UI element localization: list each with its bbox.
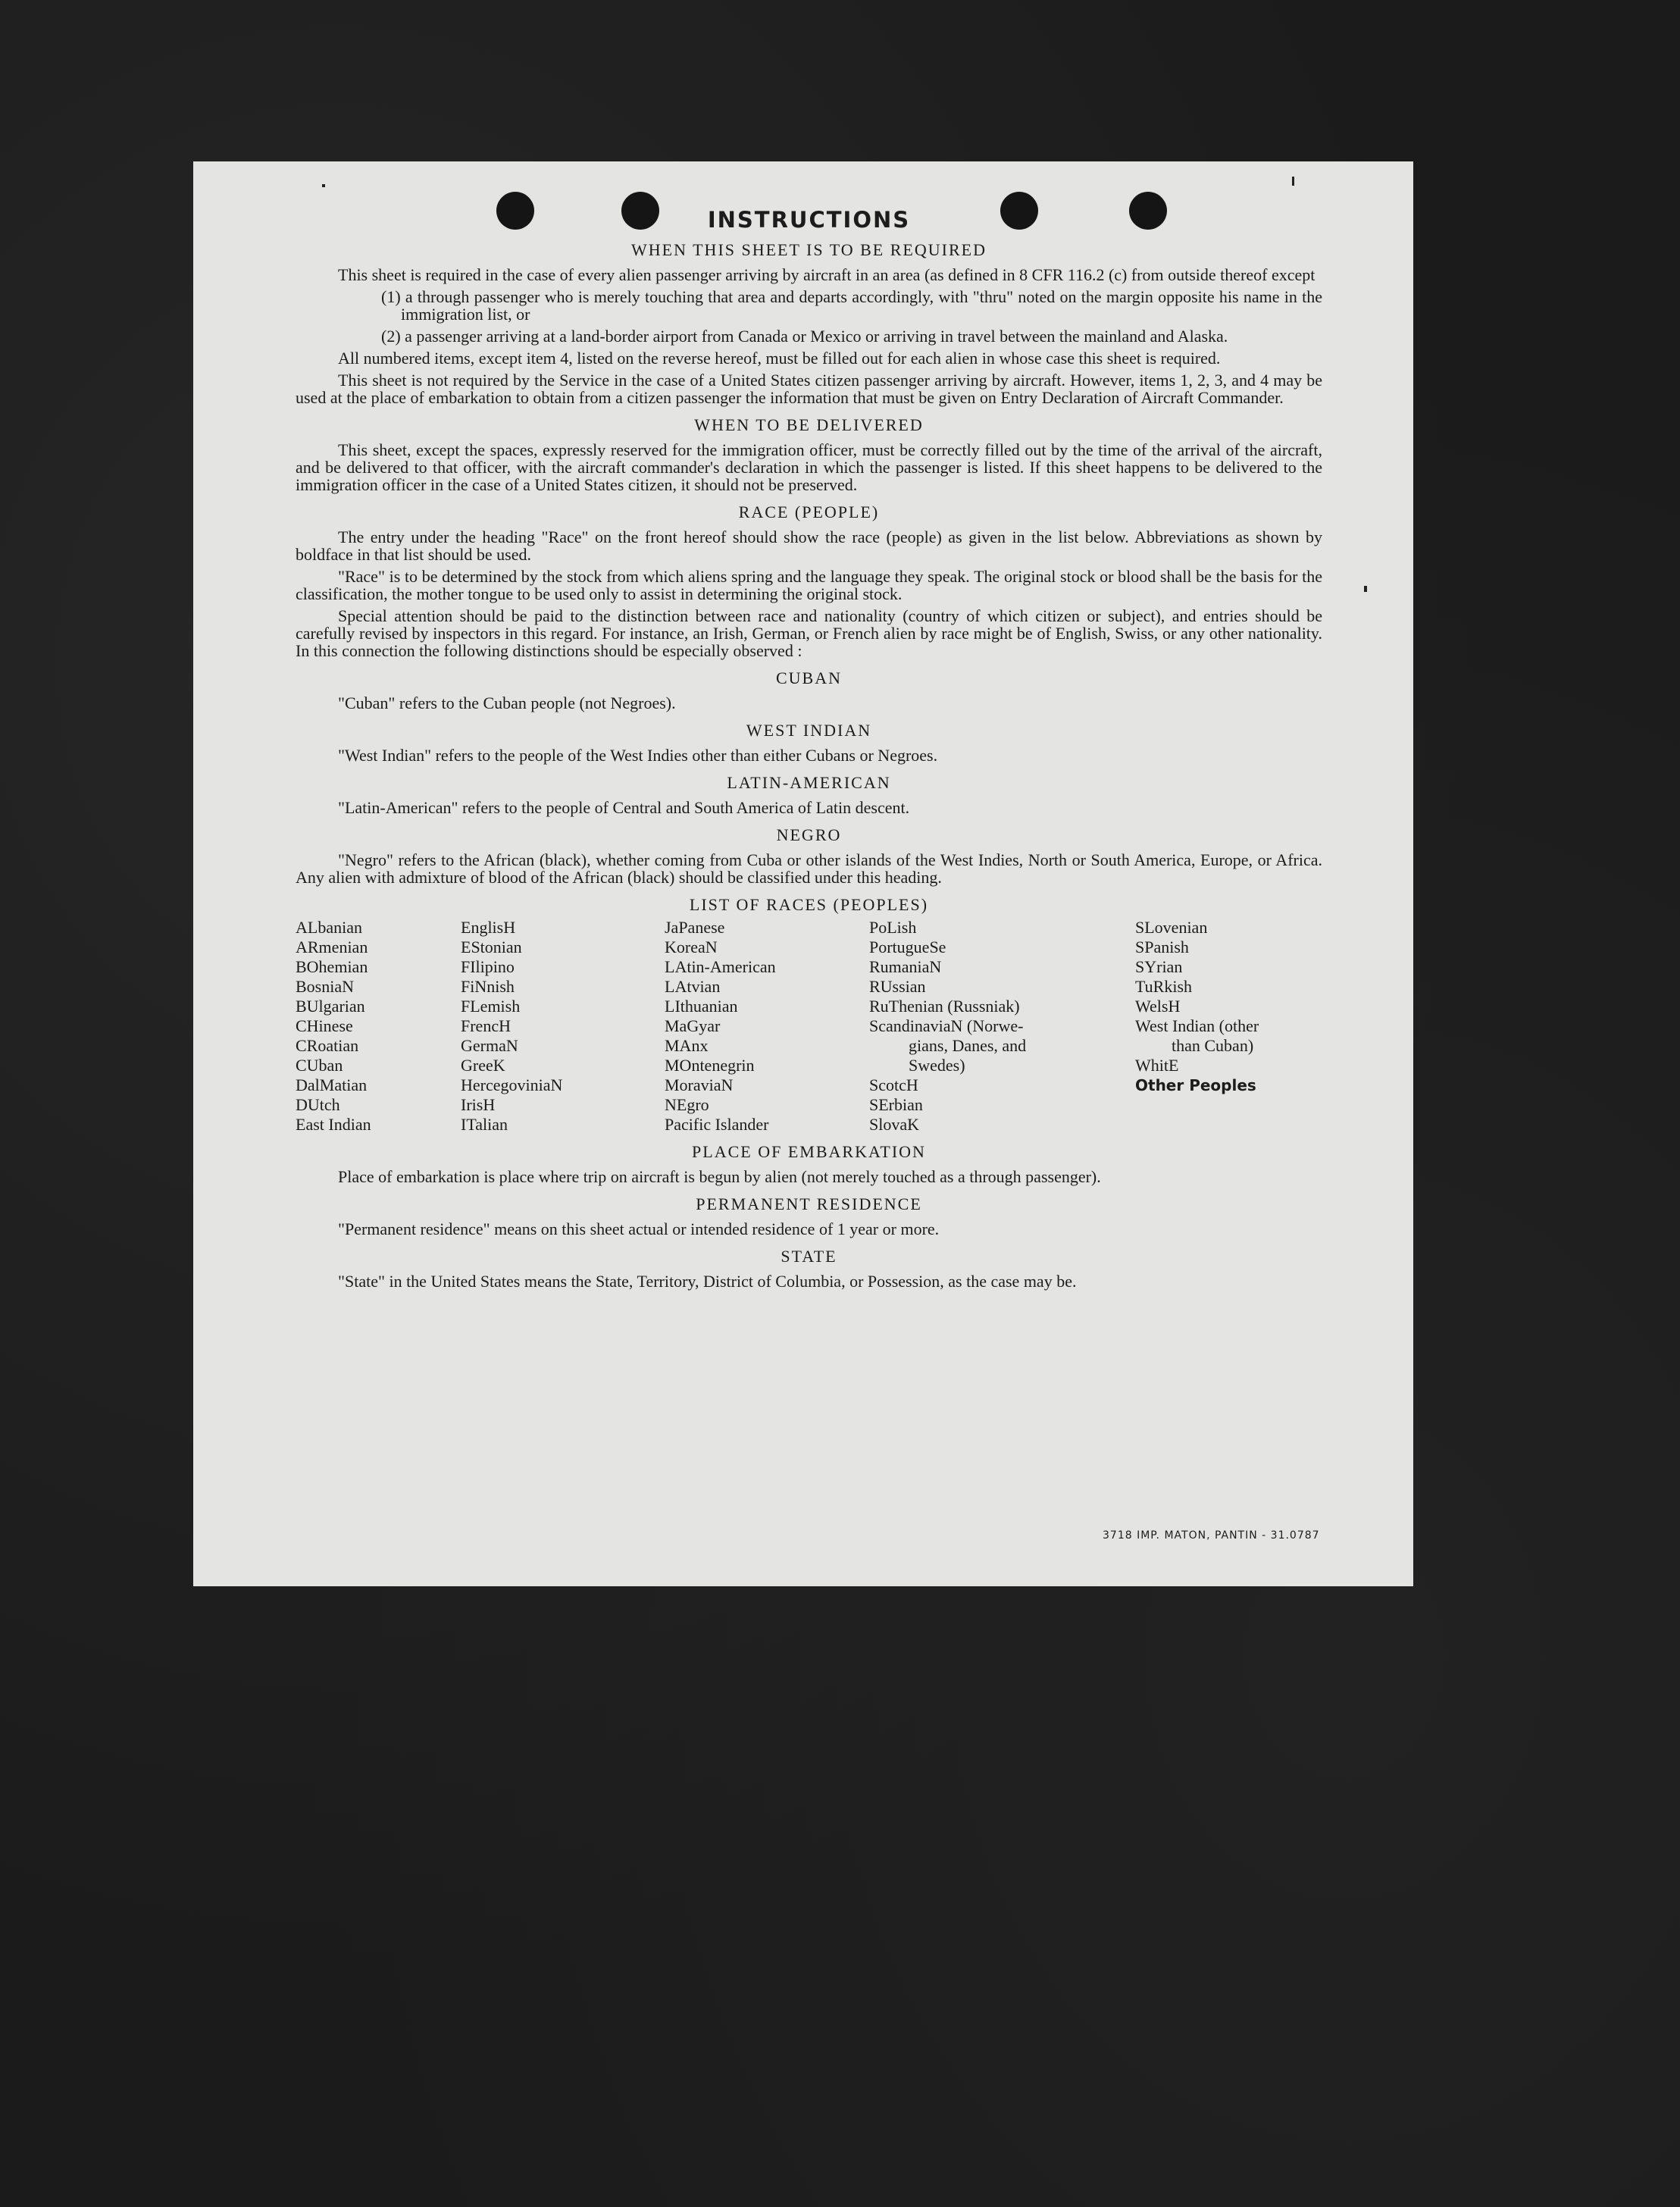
list-item: (1) a through passenger who is merely touching that area and departs accordingly, with "thru" noted on the margin opposite his name in the immigration list, or xyxy=(381,287,1322,324)
race-column xyxy=(665,918,776,1135)
race-name: ScotcH xyxy=(869,1075,918,1094)
race-name: LAtin-American xyxy=(665,957,776,976)
race-name: WelsH xyxy=(1135,997,1181,1016)
race-name: WhitE xyxy=(1135,1056,1179,1075)
race-name: SPanish xyxy=(1135,938,1189,956)
race-name: PoLish xyxy=(869,918,917,937)
race-name: ARmenian xyxy=(296,938,368,956)
section-heading: WHEN THIS SHEET IS TO BE REQUIRED xyxy=(631,240,987,259)
race-name: EnglisH xyxy=(461,918,516,937)
race-name: MAnx xyxy=(665,1036,709,1055)
race-name: ITalian xyxy=(461,1115,508,1134)
printer-imprint: 3718 IMP. MATON, PANTIN - 31.0787 xyxy=(1103,1529,1320,1542)
race-name: FiNnish xyxy=(461,977,515,996)
race-name: DUtch xyxy=(296,1095,340,1114)
race-name: CUban xyxy=(296,1056,343,1075)
paragraph: "Negro" refers to the African (black), whether coming from Cuba or other islands of the West Indies, North or South America, Europe, or Africa. Any alien with admixture of blood of the African (black) should be classified under this heading. xyxy=(296,850,1322,887)
race-name: Pacific Islander xyxy=(665,1115,769,1134)
race-name: EStonian xyxy=(461,938,522,956)
race-name: SYrian xyxy=(1135,957,1183,976)
race-name: GreeK xyxy=(461,1056,505,1075)
race-list xyxy=(296,918,1322,1133)
paragraph: "State" in the United States means the State, Territory, District of Columbia, or Possession, as the case may be. xyxy=(338,1272,1077,1291)
race-name: PortugueSe xyxy=(869,938,946,956)
race-name: IrisH xyxy=(461,1095,496,1114)
race-name: West Indian (other xyxy=(1135,1016,1259,1035)
race-name: LIthuanian xyxy=(665,997,738,1016)
race-name: TuRkish xyxy=(1135,977,1193,996)
paragraph: All numbered items, except item 4, listed on the reverse hereof, must be filled out for each alien in whose case this sheet is required. xyxy=(338,349,1221,368)
race-name: FIlipino xyxy=(461,957,515,976)
race-name: SLovenian xyxy=(1135,918,1208,937)
paragraph: This sheet is not required by the Service in the case of a United States citizen passenger arriving by aircraft. However, items 1, 2, 3, and 4 may be used at the place of embarkation to obtain from a citizen passenger the information that must be given on Entry Declaration of Aircraft Commander. xyxy=(296,371,1322,407)
race-name: BUlgarian xyxy=(296,997,365,1016)
race-name: FLemish xyxy=(461,997,521,1016)
punch-hole xyxy=(1000,192,1038,230)
instruction-sheet xyxy=(193,161,1413,1586)
punch-hole xyxy=(496,192,534,230)
race-name: DalMatian xyxy=(296,1075,368,1094)
race-name: East Indian xyxy=(296,1115,371,1134)
paragraph: Place of embarkation is place where trip on aircraft is begun by alien (not merely touched as a through passenger). xyxy=(338,1167,1101,1186)
race-name: RUssian xyxy=(869,977,926,996)
paragraph: Special attention should be paid to the distinction between race and nationality (country of which citizen or subject), and entries should be carefully revised by inspectors in this regard. For instance, an Irish, German, or French alien by race might be of English, Swiss, or any other nationality. In this connection the following distinctions should be especially observed : xyxy=(296,606,1322,660)
race-name: BOhemian xyxy=(296,957,368,976)
race-name: CHinese xyxy=(296,1016,353,1035)
section-heading: STATE xyxy=(781,1247,837,1266)
speck xyxy=(1292,177,1294,186)
race-name: HercegoviniaN xyxy=(461,1075,563,1094)
race-name: ScandinaviaN (Norwe- xyxy=(869,1016,1024,1035)
paragraph: "Permanent residence" means on this sheet actual or intended residence of 1 year or more. xyxy=(338,1219,940,1238)
paragraph: This sheet is required in the case of every alien passenger arriving by aircraft in an area (as defined in 8 CFR 116.2 (c) from outside thereof except xyxy=(338,265,1316,284)
paragraph: This sheet, except the spaces, expressly reserved for the immigration officer, must be correctly filled out by the time of the arrival of the aircraft, and be delivered to that officer, with the aircraft commander's declaration in which the passenger is listed. If this sheet happens to be delivered to the immigration officer in the case of a United States citizen, it should not be preserved. xyxy=(296,440,1322,494)
race-name: BosniaN xyxy=(296,977,354,996)
race-name: KoreaN xyxy=(665,938,718,956)
race-name: FrencH xyxy=(461,1016,511,1035)
punch-hole xyxy=(1129,192,1167,230)
section-heading: LATIN-AMERICAN xyxy=(727,773,891,792)
paragraph: "Cuban" refers to the Cuban people (not Negroes). xyxy=(338,693,676,712)
race-name: JaPanese xyxy=(665,918,725,937)
punch-hole xyxy=(621,192,659,230)
paragraph: "West Indian" refers to the people of the West Indies other than either Cubans or Negroes. xyxy=(338,746,938,765)
paragraph: The entry under the heading "Race" on the front hereof should show the race (people) as given in the list below. Abbreviations as shown by boldface in that list should be used. xyxy=(296,527,1322,564)
race-name: MaGyar xyxy=(665,1016,721,1035)
list-item: (2) a passenger arriving at a land-border airport from Canada or Mexico or arriving in travel between the mainland and Alaska. xyxy=(381,327,1228,346)
race-name: ALbanian xyxy=(296,918,362,937)
race-name: gians, Danes, and xyxy=(909,1036,1027,1055)
race-name: SErbian xyxy=(869,1095,923,1114)
race-column xyxy=(296,918,371,1135)
section-heading: WEST INDIAN xyxy=(746,721,872,740)
race-name: RuThenian (Russniak) xyxy=(869,997,1020,1016)
section-heading: WHEN TO BE DELIVERED xyxy=(694,415,924,434)
race-name: MoraviaN xyxy=(665,1075,734,1094)
section-heading: CUBAN xyxy=(775,668,842,687)
race-name: MOntenegrin xyxy=(665,1056,755,1075)
speck xyxy=(322,184,325,187)
race-name: RumaniaN xyxy=(869,957,942,976)
race-name: LAtvian xyxy=(665,977,721,996)
speck xyxy=(1364,586,1367,592)
paragraph: "Latin-American" refers to the people of Central and South America of Latin descent. xyxy=(338,798,910,817)
race-name: than Cuban) xyxy=(1172,1036,1254,1055)
page-title: INSTRUCTIONS xyxy=(707,207,911,233)
race-name: SlovaK xyxy=(869,1115,919,1134)
race-column xyxy=(461,918,562,1135)
race-name: GermaN xyxy=(461,1036,518,1055)
race-name: NEgro xyxy=(665,1095,709,1114)
race-column xyxy=(869,918,1026,1135)
section-heading: PLACE OF EMBARKATION xyxy=(692,1142,926,1161)
section-heading: PERMANENT RESIDENCE xyxy=(696,1194,922,1213)
race-column xyxy=(1135,918,1259,1095)
race-name: CRoatian xyxy=(296,1036,359,1055)
paragraph: "Race" is to be determined by the stock from which aliens spring and the language they speak. The original stock or blood shall be the basis for the classification, the mother tongue to be used only to assist in determining the original stock. xyxy=(296,567,1322,603)
race-name: Swedes) xyxy=(909,1056,965,1075)
section-heading: NEGRO xyxy=(776,825,842,844)
race-name: Other Peoples xyxy=(1135,1076,1256,1094)
section-heading: LIST OF RACES (PEOPLES) xyxy=(689,895,929,914)
section-heading: RACE (PEOPLE) xyxy=(738,502,880,521)
